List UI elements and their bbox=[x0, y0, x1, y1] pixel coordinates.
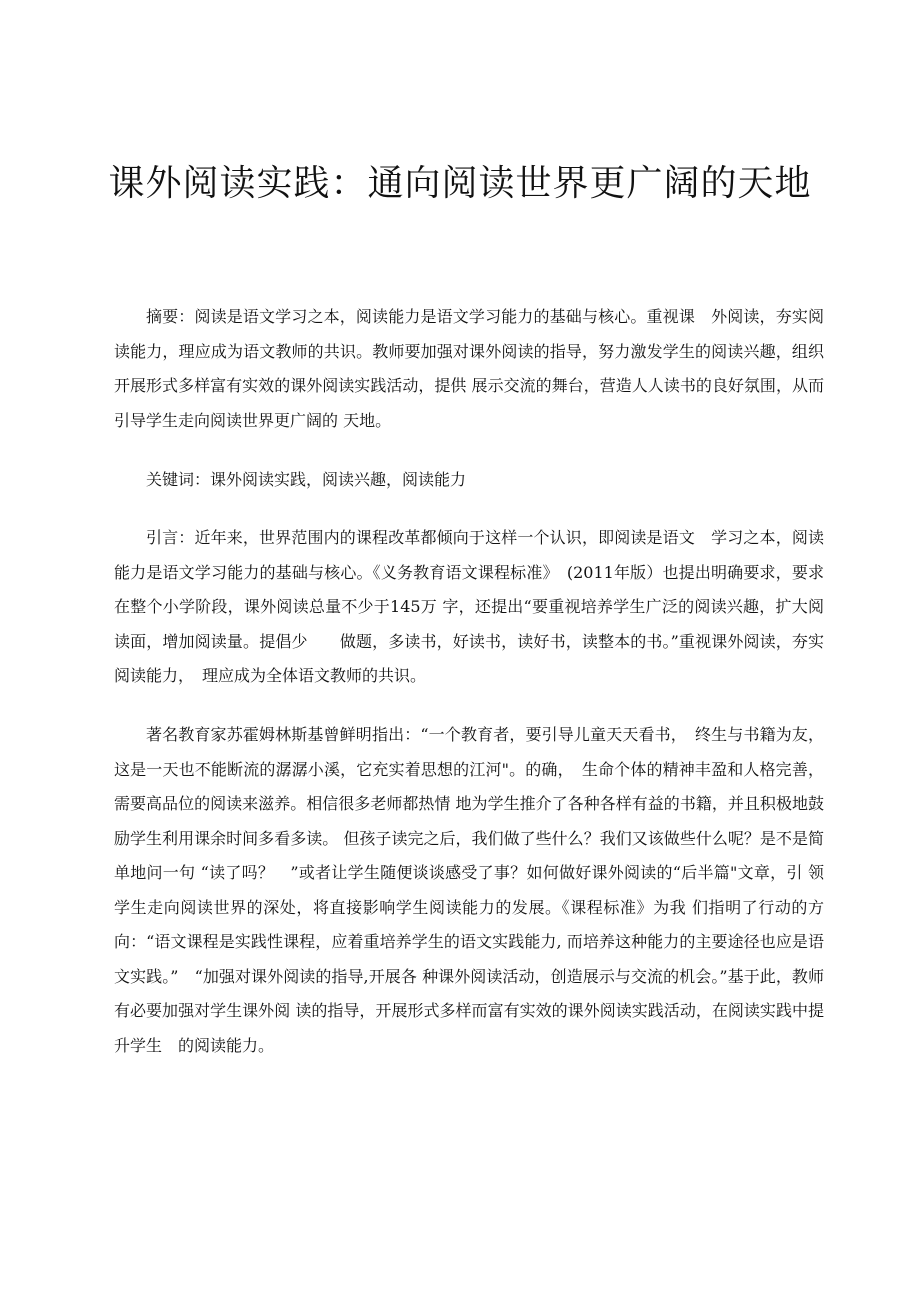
keywords-paragraph: 关键词：课外阅读实践，阅读兴趣，阅读能力 bbox=[146, 470, 467, 489]
document-title: 课外阅读实践：通向阅读世界更广阔的天地 bbox=[108, 163, 812, 204]
introduction-paragraph: 引言：近年来，世界范围内的课程改革都倾向于这样一个认识，即阅读是语文 学习之本，阅读能力是语文学习能力的基础与核心。《义务教育语文课程标准》 (2011年版）也提出明确要求，要求在整个小学阶段，课外阅读总量不少于145万 字，还提出“要重视培养学生广泛的阅读兴趣，扩大阅读面，增加阅读量。提倡少 做题，多读书，好读书，读好书，读整本的书。”重视课外阅读，夯实阅读能力， 理应成为全体语文教师的共识。 bbox=[114, 528, 824, 685]
body-paragraph: 著名教育家苏霍姆林斯基曾鲜明指出：“一个教育者，要引导儿童天天看书， 终生与书籍为友，这是一天也不能断流的潺潺小溪，它充实着思想的江河"。的确， 生命个体的精神丰盈和人格完善，需要高品位的阅读来滋养。相信很多老师都热情 地为学生推介了各种各样有益的书籍，并且积极地鼓励学生利用课余时间多看多读。 但孩子读完之后，我们做了些什么？我们又该做些什么呢？是不是简单地问一句 “读了吗？ ”或者让学生随便谈谈感受了事？如何做好课外阅读的“后半篇"文章，引 领学生走向阅读世界的深处，将直接影响学生阅读能力的发展。《课程标准》为我 们指明了行动的方向：“语文课程是实践性课程，应着重培养学生的语文实践能力, 而培养这种能力的主要途径也应是语文实践。” “加强对课外阅读的指导,开展各 种课外阅读活动，创造展示与交流的机会。”基于此，教师有必要加强对学生课外阅 读的指导，开展形式多样而富有实效的课外阅读实践活动，在阅读实践中提升学生 的阅读能力。 bbox=[114, 725, 824, 1055]
abstract-paragraph: 摘要：阅读是语文学习之本，阅读能力是语文学习能力的基础与核心。重视课 外阅读，夯实阅读能力，理应成为语文教师的共识。教师要加强对课外阅读的指导，努力激发学生的阅读兴趣，组织开展形式多样富有实效的课外阅读实践活动，提供 展示交流的舞台，营造人人读书的良好氛围，从而引导学生走向阅读世界更广阔的 天地。 bbox=[114, 307, 824, 430]
